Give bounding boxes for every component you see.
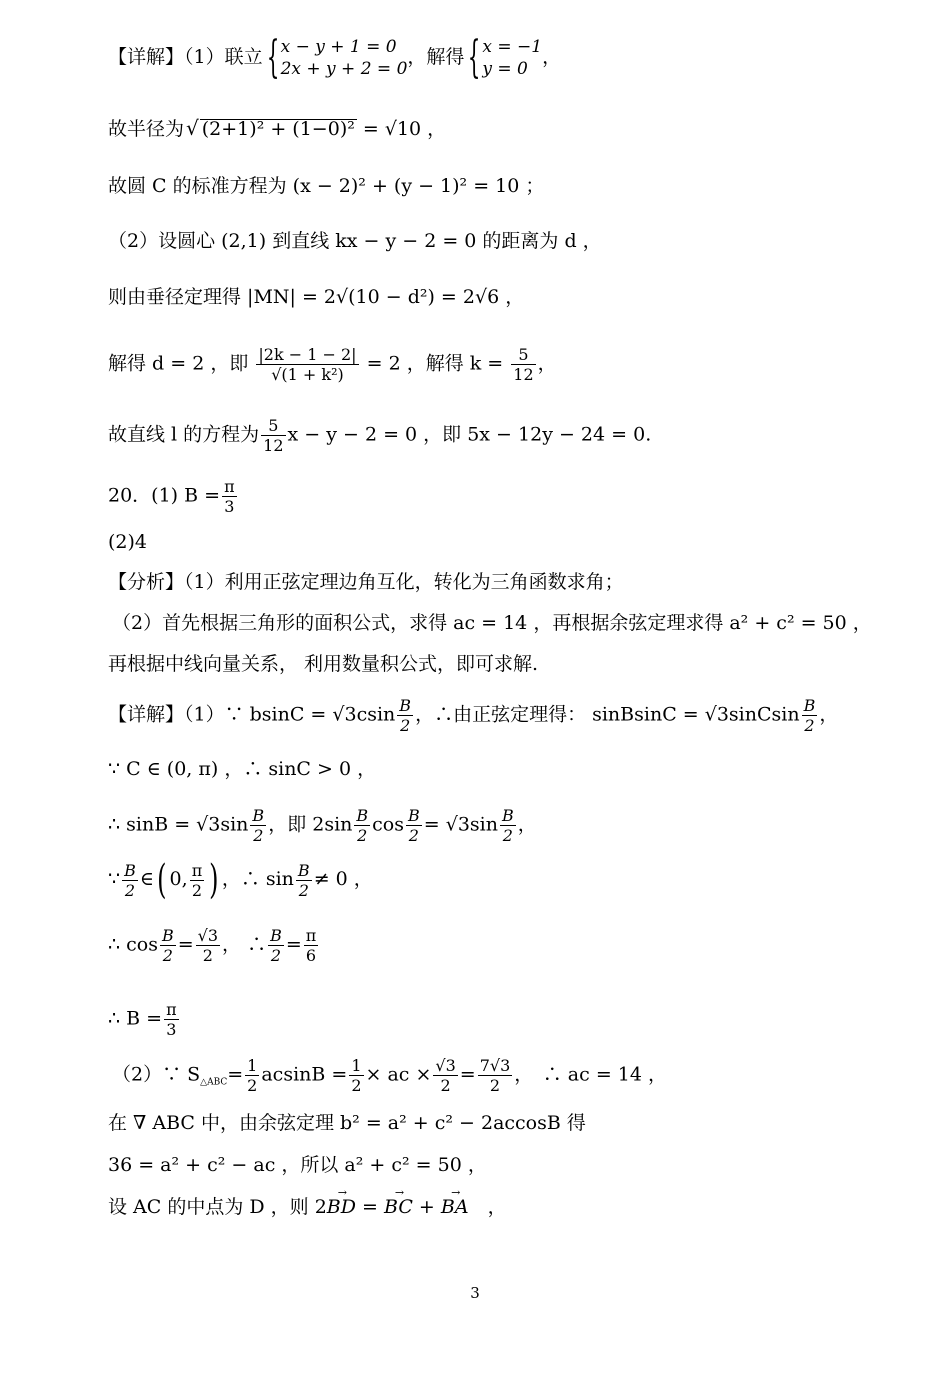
- answer-20-2: (2)4: [108, 531, 148, 553]
- fraction: [190, 861, 205, 900]
- text: ∵: [108, 868, 121, 890]
- analysis-line-3: 再根据中线向量关系， 利用数量积公式，即可求解.: [108, 653, 539, 675]
- text: ∴ sinB = √3sin: [108, 813, 249, 836]
- denominator: 2: [351, 1076, 362, 1095]
- denominator: 2: [270, 946, 282, 965]
- fraction: [349, 1056, 363, 1095]
- text: ，: [517, 813, 537, 836]
- detail-20-line-3: [108, 806, 537, 845]
- denominator: 6: [305, 946, 317, 965]
- detail-20-line-9: 36 = a² + c² − ac ，所以 a² + c² = 50 ，: [108, 1154, 487, 1176]
- analysis-line-2: （2）首先根据三角形的面积公式，求得 ac = 14 ，再根据余弦定理求得 a² + c² = 50 ，: [112, 612, 872, 634]
- denominator: 2: [408, 826, 419, 845]
- text: = √3sin: [423, 813, 498, 836]
- text: ，: [537, 352, 557, 375]
- solve-k-line: [108, 345, 557, 384]
- text: ，∴ sin: [221, 868, 294, 890]
- text: acsinB =: [261, 1063, 348, 1086]
- numerator: π: [166, 1000, 177, 1019]
- vector-ba: → BA: [441, 1198, 469, 1217]
- text: =: [177, 933, 194, 956]
- text: ∈: [139, 868, 154, 890]
- fraction: [196, 926, 220, 965]
- denominator: 2: [124, 880, 136, 900]
- numerator: π: [305, 926, 317, 945]
- denominator: 2: [253, 826, 264, 845]
- paren-open-icon: (: [157, 857, 167, 903]
- text: 【详解】（1）联立: [108, 46, 263, 68]
- detail-20-line-2: ∵ C ∈ (0, π) ，∴ sinC > 0 ，: [108, 758, 377, 780]
- fraction: [160, 926, 176, 965]
- subscript: △ABC: [200, 1077, 228, 1088]
- numerator: √3: [435, 1056, 456, 1075]
- numerator: B: [356, 806, 369, 825]
- text: +: [418, 1196, 435, 1218]
- detail-20-line-6: [108, 1000, 181, 1039]
- text: cos: [372, 813, 404, 836]
- text: ≠ 0 ，: [313, 868, 373, 890]
- fraction: [122, 861, 138, 900]
- denominator: 2: [804, 716, 815, 735]
- denominator: 12: [513, 365, 534, 384]
- distance-line: （2）设圆心 (2,1) 到直线 kx − y − 2 = 0 的距离为 d ，: [108, 230, 602, 252]
- fraction: [433, 1056, 457, 1095]
- numerator: B: [399, 696, 412, 715]
- denominator: 2: [202, 946, 213, 965]
- fraction: [250, 806, 266, 845]
- denominator: 2: [502, 826, 513, 845]
- fraction: [478, 1056, 513, 1095]
- text: =: [227, 1063, 244, 1086]
- text: ，解得: [407, 46, 465, 68]
- detail-20-line-1: [108, 696, 838, 735]
- text: ， ∴: [222, 933, 267, 956]
- numerator: 5: [511, 345, 535, 365]
- numerator: 7√3: [479, 1056, 511, 1075]
- eq-row: x = −1: [482, 37, 543, 57]
- numerator: B: [501, 806, 514, 825]
- numerator: √3: [197, 926, 219, 945]
- fraction: [304, 926, 319, 965]
- denominator: 12: [263, 436, 284, 455]
- denominator: 2: [247, 1076, 258, 1095]
- text: 故直线 l 的方程为: [108, 423, 260, 446]
- text: ，: [468, 1196, 507, 1218]
- text: 故半径为: [108, 118, 185, 140]
- fraction: [397, 696, 413, 735]
- numerator: B: [408, 806, 420, 825]
- text: 20．(1) B =: [108, 484, 221, 507]
- vector-bc: → BC: [384, 1198, 413, 1217]
- analysis-line-1: 【分析】（1）利用正弦定理边角互化，转化为三角函数求角；: [108, 571, 624, 593]
- detail-20-line-8: 在 ∇ ABC 中，由余弦定理 b² = a² + c² − 2accosB 得: [108, 1112, 586, 1134]
- denominator: 2: [191, 880, 203, 900]
- equation-system-1: [281, 36, 408, 80]
- fraction: [222, 477, 237, 516]
- sqrt-icon: √: [186, 116, 199, 140]
- eq-row: x − y + 1 = 0: [280, 37, 397, 57]
- text: =: [362, 1196, 378, 1218]
- numerator: B: [270, 926, 282, 945]
- numerator: B: [297, 860, 310, 880]
- detail-line-1: [108, 32, 562, 83]
- eq-row: y = 0: [482, 59, 528, 79]
- fraction: [511, 345, 535, 384]
- numerator: |2k − 1 − 2|: [258, 345, 357, 364]
- detail-20-line-4: [108, 857, 373, 903]
- detail-20-line-5: [108, 926, 320, 965]
- eq-row: 2x + y + 2 = 0: [280, 59, 408, 79]
- brace-icon: {: [468, 32, 481, 83]
- denominator: 2: [357, 826, 368, 845]
- vector-bd: → BD: [327, 1198, 356, 1217]
- text: ∴ B =: [108, 1007, 163, 1030]
- detail-20-line-7: [112, 1056, 667, 1095]
- fraction: [261, 416, 285, 455]
- radicand: (2+1)² + (1−0)²: [201, 118, 355, 140]
- equation-system-2: [482, 36, 542, 80]
- denominator: 2: [162, 946, 173, 965]
- text: ，: [819, 703, 839, 726]
- radius-line: [108, 118, 446, 140]
- text: =: [459, 1063, 476, 1086]
- numerator: π: [191, 860, 203, 880]
- numerator: 1: [351, 1056, 362, 1075]
- fraction: [354, 806, 370, 845]
- text: ，∴由正弦定理得： sinBsinC = √3sinCsin: [415, 703, 800, 726]
- text: 【详解】（1）∵ bsinC = √3csin: [108, 703, 396, 726]
- fraction: [245, 1056, 259, 1095]
- fraction: [500, 806, 516, 845]
- circle-equation-line: 故圆 C 的标准方程为 (x − 2)² + (y − 1)² = 10 ；: [108, 175, 545, 197]
- fraction: [296, 861, 312, 900]
- fraction: [802, 696, 818, 735]
- text: ，即 2sin: [268, 813, 353, 836]
- fraction: [164, 1000, 179, 1039]
- text: 设 AC 的中点为 D ，则 2: [108, 1196, 327, 1218]
- text: = √10 ，: [362, 118, 447, 140]
- text: x − y − 2 = 0 ，即 5x − 12y − 24 = 0.: [287, 423, 652, 446]
- text: = 2 ，解得 k =: [366, 352, 504, 375]
- text: ∴ cos: [108, 933, 158, 956]
- line-equation-line: [108, 416, 651, 455]
- fraction: [268, 926, 284, 965]
- numerator: 5: [261, 416, 285, 436]
- numerator: B: [161, 926, 174, 945]
- denominator: 2: [489, 1076, 501, 1095]
- denominator: 2: [440, 1076, 451, 1095]
- text: （2）∵ S: [112, 1063, 201, 1086]
- denominator: 2: [298, 880, 309, 900]
- numerator: 1: [247, 1056, 258, 1075]
- text: ， ∴ ac = 14 ，: [514, 1063, 667, 1086]
- text: × ac ×: [365, 1063, 432, 1086]
- page-number: 3: [470, 1284, 480, 1302]
- denominator: 2: [400, 716, 411, 735]
- brace-icon: {: [266, 32, 279, 83]
- text: =: [285, 933, 302, 956]
- detail-20-line-10: [108, 1198, 507, 1217]
- denominator: 3: [224, 497, 235, 516]
- text: 解得 d = 2 ，即: [108, 352, 249, 375]
- fraction: [256, 345, 358, 384]
- numerator: π: [224, 477, 235, 496]
- text: 0,: [169, 868, 188, 890]
- numerator: B: [124, 860, 136, 880]
- numerator: B: [252, 806, 265, 825]
- text: ，: [542, 46, 562, 68]
- paren-close-icon: ): [209, 857, 219, 903]
- denominator: 3: [166, 1020, 177, 1039]
- chord-line: 则由垂径定理得 |MN| = 2√(10 − d²) = 2√6 ，: [108, 286, 525, 308]
- numerator: B: [803, 696, 816, 715]
- denominator: √(1 + k²): [271, 365, 344, 384]
- answer-20-1: [108, 477, 239, 516]
- fraction: [406, 806, 422, 845]
